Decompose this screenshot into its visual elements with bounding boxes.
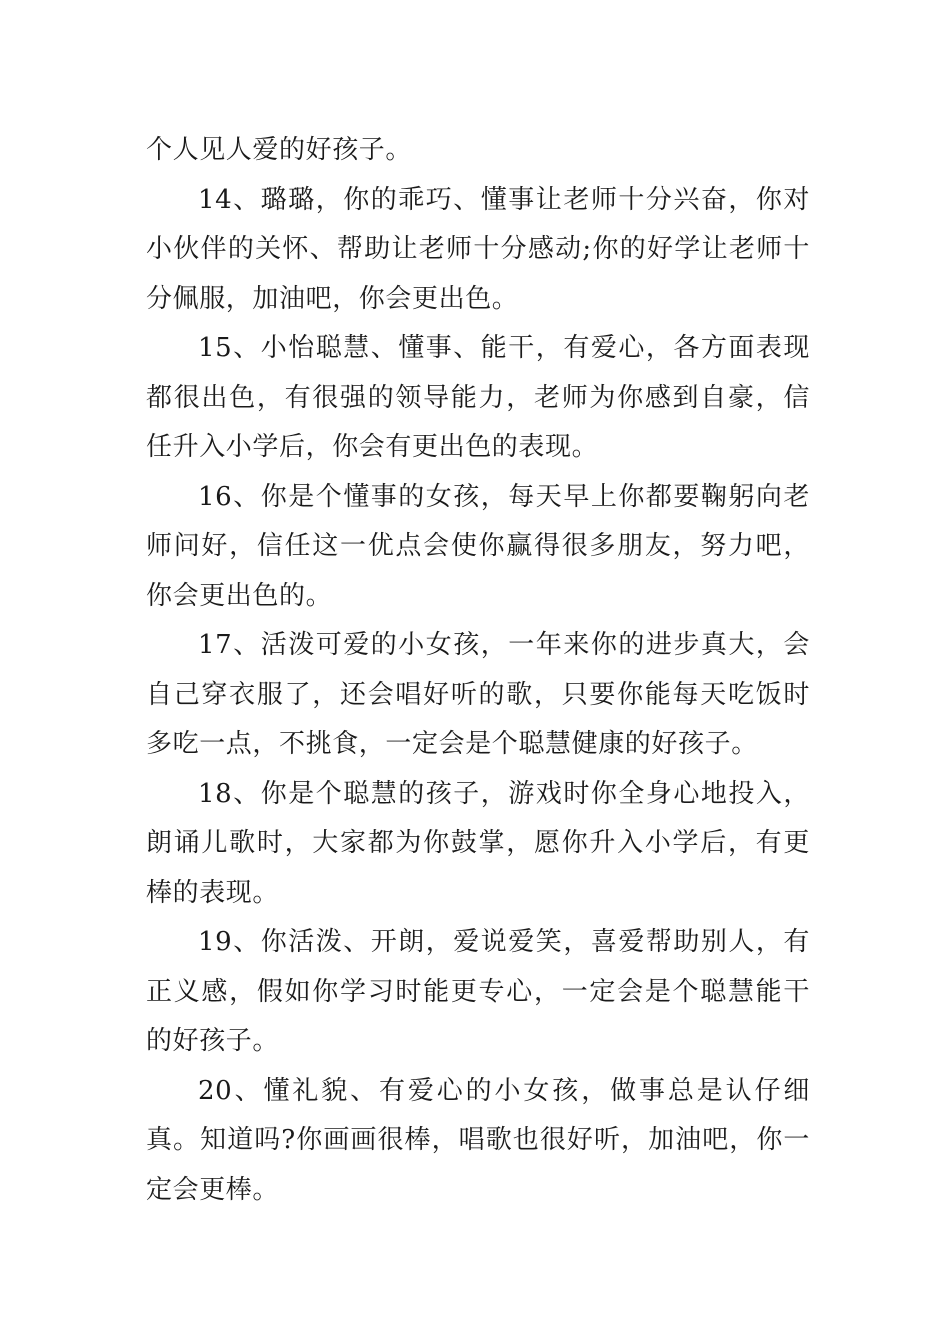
paragraph-item-19: 19、你活泼、开朗，爱说爱笑，喜爱帮助别人，有正义感，假如你学习时能更专心，一定会是个聪慧能干的好孩子。: [146, 927, 810, 1056]
paragraph-item-16: 16、你是个懂事的女孩，每天早上你都要鞠躬向老师问好，信任这一优点会使你赢得很多朋友，努力吧，你会更出色的。: [146, 481, 810, 611]
document-body: [146, 126, 810, 1215]
paragraph-continuation: 个人见人爱的好孩子。: [146, 135, 413, 165]
paragraph-item-20: 20、懂礼貌、有爱心的小女孩，做事总是认仔细真。知道吗?你画画很棒，唱歌也很好听，加油吧，你一定会更棒。: [146, 1075, 810, 1205]
paragraph-item-17: 17、活泼可爱的小女孩，一年来你的进步真大，会自己穿衣服了，还会唱好听的歌，只要你能每天吃饭时多吃一点，不挑食，一定会是个聪慧健康的好孩子。: [146, 630, 810, 759]
paragraph-item-14: 14、璐璐，你的乖巧、懂事让老师十分兴奋，你对小伙伴的关怀、帮助让老师十分感动;你的好学让老师十分佩服，加油吧，你会更出色。: [146, 184, 810, 314]
paragraph-item-15: 15、小怡聪慧、懂事、能干，有爱心，各方面表现都很出色，有很强的领导能力，老师为你感到自豪，信任升入小学后，你会有更出色的表现。: [146, 333, 810, 462]
paragraph-item-18: 18、你是个聪慧的孩子，游戏时你全身心地投入，朗诵儿歌时，大家都为你鼓掌，愿你升入小学后，有更棒的表现。: [146, 778, 810, 908]
